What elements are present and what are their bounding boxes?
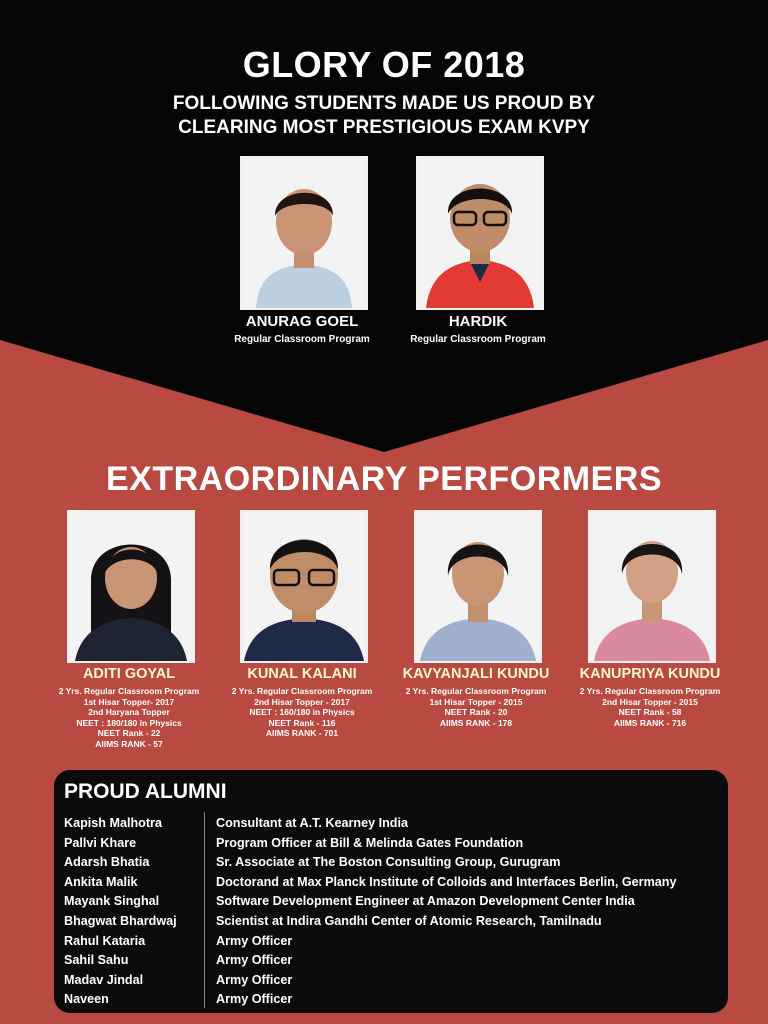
kvpy-student-name: HARDIK [448, 313, 508, 330]
alumni-role: Program Officer at Bill & Melinda Gates Foundation [216, 835, 524, 850]
alumni-role: Army Officer [216, 992, 293, 1007]
alumni-name: Bhagwat Bhardwaj [64, 913, 177, 928]
performer-detail-line: 1st Hisar Topper- 2017 [83, 696, 175, 707]
performer-detail-line: 2 Yrs. Regular Classroom Program [405, 686, 547, 696]
performer-detail-line: 2nd Haryana Topper [88, 707, 170, 718]
subtitle-line-2: CLEARING MOST PRESTIGIOUS EXAM KVPY [178, 117, 590, 138]
performer-detail-line: NEET : 180/180 in Physics [76, 717, 182, 728]
alumni-name: Ankita Malik [64, 874, 138, 889]
performer-detail-line: 2nd Hisar Topper - 2015 [602, 696, 698, 707]
performer-details [560, 686, 740, 728]
performer-detail-line: AIIMS RANK - 701 [265, 728, 339, 739]
performer-detail-line: NEET Rank - 20 [444, 707, 508, 718]
alumni-role: Software Development Engineer at Amazon Development Center India [216, 894, 635, 909]
student-photo [240, 156, 368, 310]
alumni-name: Rahul Kataria [64, 933, 146, 948]
performer-detail-line: NEET Rank - 116 [268, 717, 336, 728]
performer-detail-line: AIIMS RANK - 716 [613, 717, 687, 728]
alumni-names-column [64, 814, 204, 1010]
alumni-role: Army Officer [216, 953, 293, 968]
alumni-role: Doctorand at Max Planck Institute of Colloids and Interfaces Berlin, Germany [216, 874, 677, 889]
alumni-name: Pallvi Khare [64, 835, 137, 850]
alumni-roles-column [216, 814, 726, 1010]
performer-detail-line: 2 Yrs. Regular Classroom Program [579, 686, 721, 696]
page-title: GLORY OF 2018 [242, 44, 526, 85]
performer-detail-line: NEET Rank - 58 [618, 707, 682, 718]
performer-details [386, 686, 566, 728]
performer-detail-line: NEET Rank - 22 [97, 728, 161, 739]
kvpy-student-program: Regular Classroom Program [234, 334, 370, 345]
performer-detail-line: 2 Yrs. Regular Classroom Program [58, 686, 200, 696]
alumni-role: Sr. Associate at The Boston Consulting Group, Gurugram [216, 855, 561, 870]
alumni-divider [204, 812, 205, 1008]
alumni-name: Naveen [64, 992, 109, 1007]
kvpy-student-program: Regular Classroom Program [410, 334, 546, 345]
alumni-title: PROUD ALUMNI [64, 780, 227, 803]
alumni-name: Adarsh Bhatia [64, 855, 150, 870]
performer-detail-line: NEET : 160/180 in Physics [249, 707, 355, 718]
page-subtitle [0, 92, 768, 140]
performer-name: KUNAL KALANI [247, 666, 357, 682]
student-photo [414, 510, 542, 663]
performer-name: KANUPRIYA KUNDU [579, 666, 721, 682]
performer-name: ADITI GOYAL [82, 666, 176, 682]
subtitle-line-1: FOLLOWING STUDENTS MADE US PROUD BY [172, 93, 596, 114]
performer-detail-line: 1st Hisar Topper - 2015 [429, 696, 523, 707]
student-photo [67, 510, 195, 663]
performer-detail-line: AIIMS RANK - 178 [439, 717, 513, 728]
performer-detail-line: AIIMS RANK - 57 [95, 738, 163, 749]
performer-detail-line: 2 Yrs. Regular Classroom Program [231, 686, 373, 696]
alumni-role: Consultant at A.T. Kearney India [216, 816, 408, 830]
student-photo [588, 510, 716, 663]
section-title-extraordinary: EXTRAORDINARY PERFORMERS [105, 460, 663, 498]
alumni-name: Sahil Sahu [64, 953, 129, 968]
student-photo [240, 510, 368, 663]
alumni-panel [54, 770, 728, 1013]
alumni-name: Mayank Singhal [64, 894, 160, 909]
alumni-role: Army Officer [216, 933, 293, 948]
performer-details [39, 686, 219, 750]
alumni-name: Madav Jindal [64, 972, 144, 987]
alumni-name: Kapish Malhotra [64, 816, 162, 830]
performer-name: KAVYANJALI KUNDU [402, 666, 550, 682]
alumni-role: Scientist at Indira Gandhi Center of Atomic Research, Tamilnadu [216, 913, 602, 928]
performer-details [212, 686, 392, 739]
performer-detail-line: 2nd Hisar Topper - 2017 [254, 696, 350, 707]
student-photo [416, 156, 544, 310]
alumni-role: Army Officer [216, 972, 293, 987]
kvpy-student-name: ANURAG GOEL [245, 313, 359, 330]
